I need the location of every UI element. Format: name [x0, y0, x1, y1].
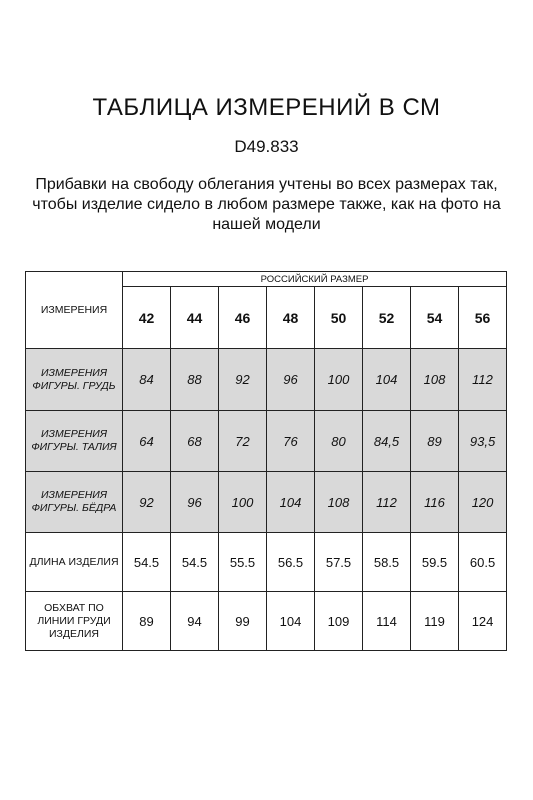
table-cell: 84 — [123, 349, 171, 411]
row-label: ИЗМЕРЕНИЯ ФИГУРЫ. ТАЛИЯ — [26, 411, 123, 472]
table-cell: 112 — [459, 349, 507, 411]
table-cell: 96 — [171, 472, 219, 533]
table-cell: 54.5 — [123, 533, 171, 592]
row-label: ИЗМЕРЕНИЯ ФИГУРЫ. БЁДРА — [26, 472, 123, 533]
row-label: ОБХВАТ ПО ЛИНИИ ГРУДИ ИЗДЕЛИЯ — [26, 592, 123, 651]
size-header: 42 — [123, 287, 171, 349]
table-row — [26, 349, 507, 411]
table-cell: 72 — [219, 411, 267, 472]
product-code: D49.833 — [234, 137, 299, 156]
table-cell: 80 — [315, 411, 363, 472]
table-cell: 88 — [171, 349, 219, 411]
page-title: ТАБЛИЦА ИЗМЕРЕНИЙ В СМ — [92, 94, 441, 121]
table-cell: 108 — [411, 349, 459, 411]
table-cell: 84,5 — [363, 411, 411, 472]
corner-label: ИЗМЕРЕНИЯ — [26, 272, 123, 349]
size-header: 46 — [219, 287, 267, 349]
size-header: 48 — [267, 287, 315, 349]
table-cell: 116 — [411, 472, 459, 533]
table-cell: 100 — [315, 349, 363, 411]
table-cell: 89 — [123, 592, 171, 651]
table-cell: 99 — [219, 592, 267, 651]
table-cell: 92 — [123, 472, 171, 533]
table-cell: 104 — [363, 349, 411, 411]
table-row — [26, 592, 507, 651]
table-cell: 100 — [219, 472, 267, 533]
table-cell: 112 — [363, 472, 411, 533]
fit-note: Прибавки на свободу облегания учтены во всех размерах так, чтобы изделие сидело в любом размере также, как на фото на нашей модели — [32, 176, 501, 233]
table-cell: 58.5 — [363, 533, 411, 592]
table-cell: 92 — [219, 349, 267, 411]
table-cell: 57.5 — [315, 533, 363, 592]
table-cell: 64 — [123, 411, 171, 472]
table-cell: 94 — [171, 592, 219, 651]
size-group-header: РОССИЙСКИЙ РАЗМЕР — [123, 272, 507, 287]
table-cell: 54.5 — [171, 533, 219, 592]
table-cell: 108 — [315, 472, 363, 533]
table-cell: 68 — [171, 411, 219, 472]
table-row — [26, 411, 507, 472]
table-cell: 104 — [267, 472, 315, 533]
table-cell: 55.5 — [219, 533, 267, 592]
table-cell: 96 — [267, 349, 315, 411]
size-header: 56 — [459, 287, 507, 349]
row-label: ИЗМЕРЕНИЯ ФИГУРЫ. ГРУДЬ — [26, 349, 123, 411]
size-header: 52 — [363, 287, 411, 349]
table-cell: 89 — [411, 411, 459, 472]
size-header: 50 — [315, 287, 363, 349]
table-cell: 119 — [411, 592, 459, 651]
table-cell: 104 — [267, 592, 315, 651]
size-header: 44 — [171, 287, 219, 349]
table-cell: 124 — [459, 592, 507, 651]
table-row — [26, 533, 507, 592]
table-row — [26, 472, 507, 533]
table-cell: 93,5 — [459, 411, 507, 472]
table-cell: 56.5 — [267, 533, 315, 592]
table-cell: 76 — [267, 411, 315, 472]
size-table — [25, 271, 507, 651]
row-label: ДЛИНА ИЗДЕЛИЯ — [26, 533, 123, 592]
table-cell: 109 — [315, 592, 363, 651]
size-header: 54 — [411, 287, 459, 349]
table-cell: 120 — [459, 472, 507, 533]
table-cell: 60.5 — [459, 533, 507, 592]
table-cell: 59.5 — [411, 533, 459, 592]
table-cell: 114 — [363, 592, 411, 651]
